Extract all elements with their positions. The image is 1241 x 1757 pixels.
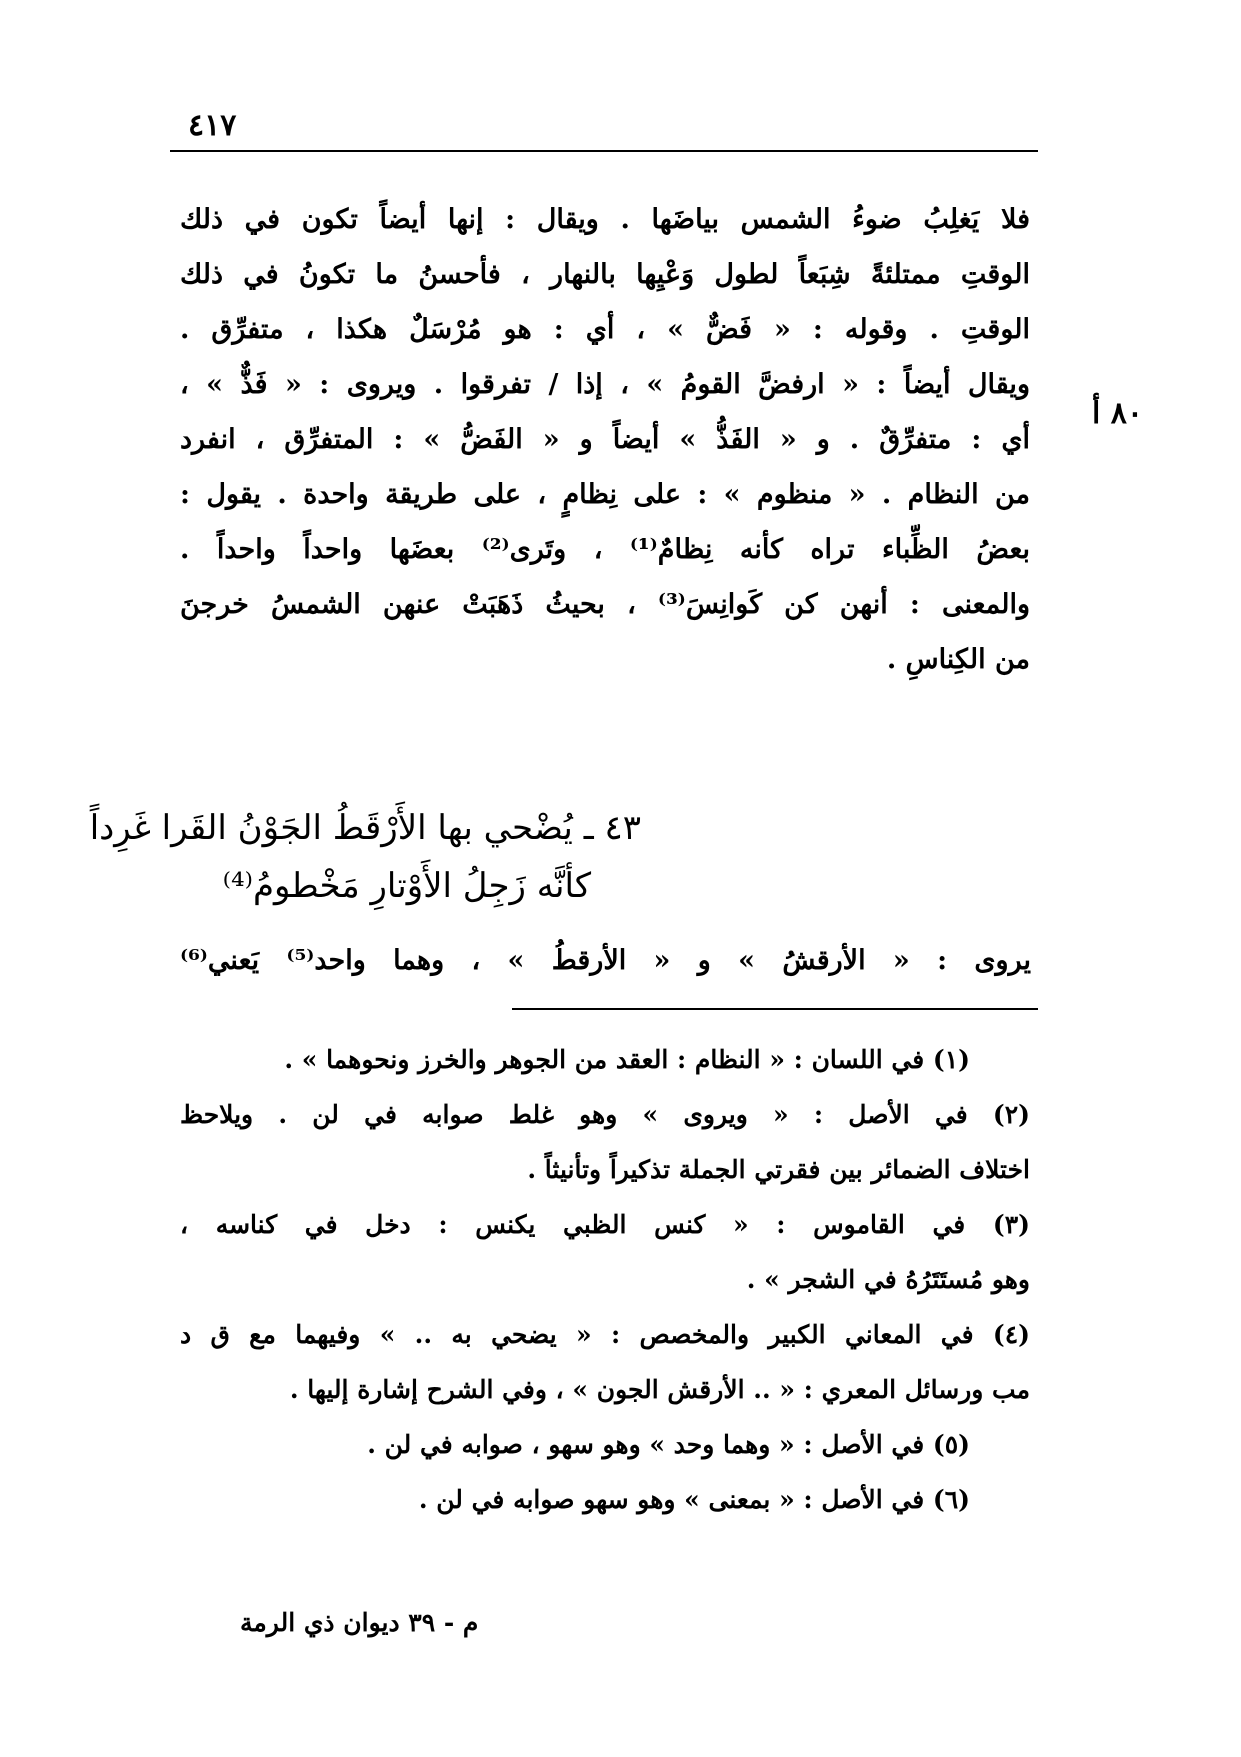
footnotes [180,1032,1030,1527]
header-rule [170,150,1038,152]
footnote-1: (١) في اللسان : « النظام : العقد من الجوهر والخرز ونحوهما » . [284,1045,970,1074]
commentary-line: أي : متفرِّقٌ . و « الفَذُّ » أيضاً و « الفَضُّ » : المتفرِّق ، انفرد [180,424,1030,455]
commentary-line: فلا يَغلِبُ ضوءُ الشمس بياضَها . ويقال : إنها أيضاً تكون في ذلك [180,204,1030,235]
verse-commentary-tail: يروى : « الأرقشُ » و « الأرقطُ » ، وهما واحد⁽⁵⁾ يَعني⁽⁶⁾ [180,945,1031,976]
footnote-2-continuation: اختلاف الضمائر بين فقرتي الجملة تذكيراً وتأنيثاً . [527,1155,1030,1184]
signature: م - ٣٩ ديوان ذي الرمة [240,1608,479,1637]
footnote-4: (٤) في المعاني الكبير والمخصص : « يضحي به .. » وفيهما مع ق د [180,1320,1030,1349]
commentary-line: الوقتِ ممتلئةً شِبَعاً لطول وَعْيِها بالنهار ، فأحسنُ ما تكونُ في ذلك [180,259,1030,290]
footnote-3: (٣) في القاموس : « كنس الظبي يكنس : دخل في كناسه ، [180,1210,1030,1239]
commentary-line: من النظام . « منظوم » : على نِظامٍ ، على طريقة واحدة . يقول : [180,479,1030,510]
margin-note: ٨٠ أ [1092,396,1144,431]
verse-first-hemistich: ٤٣ ـ يُضْحي بها الأَرْقَطُ الجَوْنُ القَرا غَرِداً [89,808,641,848]
footnote-5: (٥) في الأصل : « وهما وحد » وهو سهو ، صوابه في لن . [367,1430,970,1459]
verse-second-hemistich: كأنَّه زَجِلُ الأَوْتارِ مَخْطومُ⁽⁴⁾ [222,866,591,906]
commentary-line: بعضُ الظِّباء تراه كأنه نِظامٌ⁽¹⁾ ، وتَرى⁽²⁾ بعضَها واحداً واحداً . [180,534,1030,565]
commentary-line: والمعنى : أنهن كن كَوانِسَ⁽³⁾ ، بحيثُ ذَهَبَتْ عنهن الشمسُ خرجنَ [180,589,1030,620]
commentary [180,192,1030,687]
footnote-3-continuation: وهو مُستَتَرُهُ في الشجر » . [746,1265,1030,1294]
commentary-line: الوقتِ . وقوله : « فَضٌّ » ، أي : هو مُرْسَلٌ هكذا ، متفرِّق . [180,314,1030,345]
commentary-line: ويقال أيضاً : « ارفضَّ القومُ » ، إذا / تفرقوا . ويروى : « فَذٌّ » ، [180,369,1030,400]
footnote-4-continuation: مب ورسائل المعري : « .. الأرقش الجون » ، وفي الشرح إشارة إليها . [289,1375,1030,1404]
footnote-rule [512,1008,1038,1010]
footnote-6: (٦) في الأصل : « بمعنى » وهو سهو صوابه في لن . [418,1485,970,1514]
footnote-2: (٢) في الأصل : « ويروى » وهو غلط صوابه في لن . ويلاحظ [180,1100,1030,1129]
page-number: ٤١٧ [188,108,237,143]
commentary-line: من الكِناسِ . [886,644,1030,675]
